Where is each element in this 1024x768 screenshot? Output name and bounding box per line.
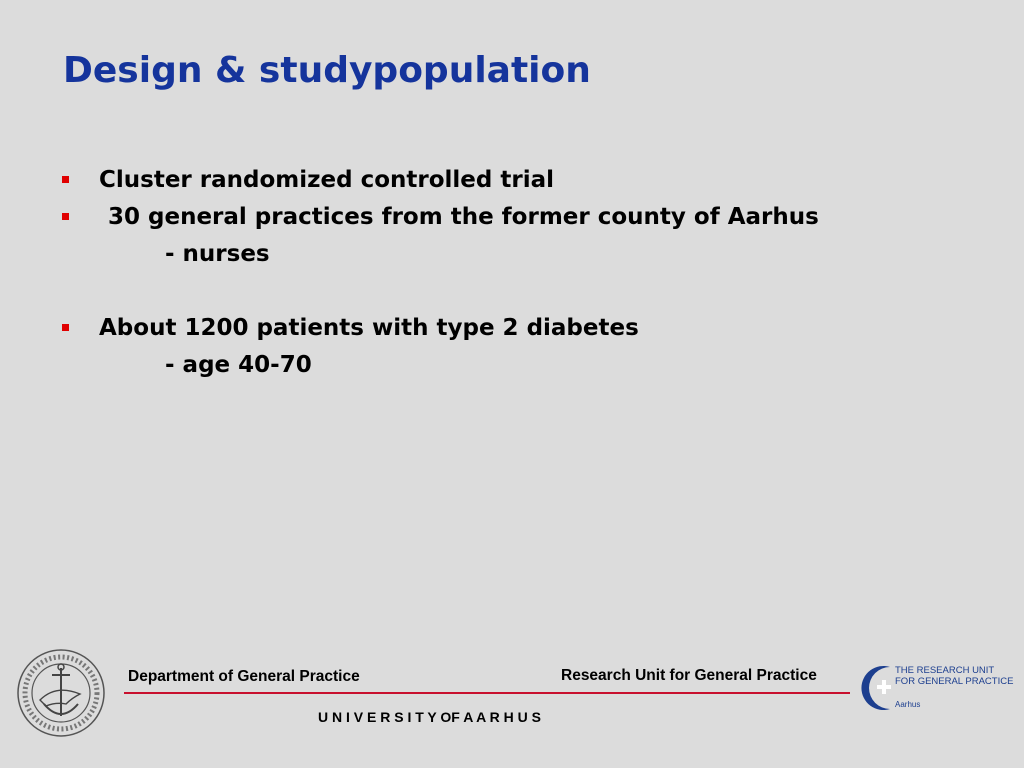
bullet-marker-icon [62,176,69,183]
logo-line-2: FOR GENERAL PRACTICE [895,676,1014,687]
footer-research-unit: Research Unit for General Practice [561,667,817,684]
bullet-list [62,162,982,384]
bullet-subitem [62,347,982,384]
spacer [62,273,982,310]
university-seal-logo [16,648,106,738]
bullet-subtext: - age 40-70 [165,352,312,378]
logo-line-1: THE RESEARCH UNIT [895,665,995,676]
research-unit-logo-text [895,665,1013,687]
bullet-subitem [62,236,982,273]
footer-department: Department of General Practice [128,668,360,685]
bullet-item [62,199,982,236]
bullet-text: 30 general practices from the former county of Aarhus [108,204,819,230]
bullet-text: Cluster randomized controlled trial [99,167,554,193]
bullet-item [62,162,982,199]
bullet-text: About 1200 patients with type 2 diabetes [99,315,639,341]
logo-city: Aarhus [895,700,921,709]
bullet-item [62,310,982,347]
bullet-marker-icon [62,324,69,331]
footer-university: U N I V E R S I T Y OF A A R H U S [318,709,541,725]
footer-divider [124,692,850,694]
research-unit-logo-icon [860,663,896,713]
bullet-marker-icon [62,213,69,220]
bullet-subtext: - nurses [165,241,270,267]
slide-title: Design & studypopulation [63,50,591,91]
